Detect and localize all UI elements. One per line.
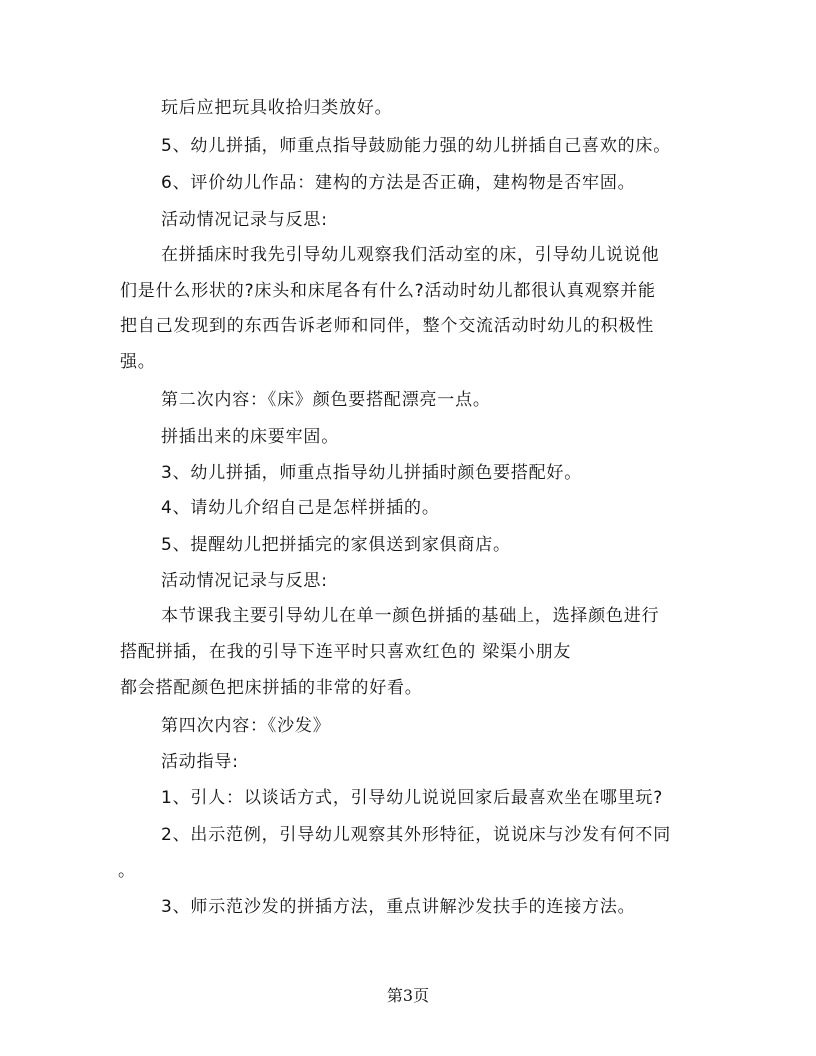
text-line: 把自己发现到的东西告诉老师和同伴，整个交流活动时幼儿的积极性 xyxy=(120,316,654,336)
text-line: 2、出示范例，引导幼儿观察其外形特征，说说床与沙发有何不同 xyxy=(161,825,672,845)
text-line: 4、请幼儿介绍自己是怎样拼插的。 xyxy=(161,498,440,518)
section-heading: 第四次内容：《沙发》 xyxy=(161,716,331,736)
text-line: 3、师示范沙发的拼插方法，重点讲解沙发扶手的连接方法。 xyxy=(161,897,636,917)
text-line: 5、提醒幼儿把拼插完的家俱送到家俱商店。 xyxy=(161,535,511,555)
text-line: 3、幼儿拼插，师重点指导幼儿拼插时颜色要搭配好。 xyxy=(161,463,583,483)
section-heading: 活动情况记录与反思: xyxy=(161,571,328,591)
page-number: 第3页 xyxy=(386,986,430,1005)
text-line: 在拼插床时我先引导幼儿观察我们活动室的床，引导幼儿说说他 xyxy=(161,245,660,265)
text-line: 强。 xyxy=(120,352,156,372)
text-line: 搭配拼插，在我的引导下连平时只喜欢红色的 梁渠小朋友 xyxy=(120,642,572,662)
text-line: 们是什么形状的?床头和床尾各有什么?活动时幼儿都很认真观察并能 xyxy=(120,281,656,301)
section-heading: 活动指导: xyxy=(161,752,239,772)
section-heading: 第二次内容：《床》颜色要搭配漂亮一点。 xyxy=(161,390,491,410)
text-line: 玩后应把玩具收拾归类放好。 xyxy=(161,98,393,118)
text-line: 本节课我主要引导幼儿在单一颜色拼插的基础上，选择颜色进行 xyxy=(161,606,660,626)
text-line: 拼插出来的床要牢固。 xyxy=(161,427,339,447)
text-line: 5、幼儿拼插，师重点指导鼓励能力强的幼儿拼插自己喜欢的床。 xyxy=(161,136,672,156)
text-line: 1、引人：以谈话方式，引导幼儿说说回家后最喜欢坐在哪里玩? xyxy=(161,788,664,808)
text-line: 6、评价幼儿作品：建构的方法是否正确，建构物是否牢固。 xyxy=(161,173,636,193)
section-heading: 活动情况记录与反思: xyxy=(161,210,328,230)
text-line: 都会搭配颜色把床拼插的非常的好看。 xyxy=(120,678,423,698)
text-line: 。 xyxy=(118,861,136,881)
